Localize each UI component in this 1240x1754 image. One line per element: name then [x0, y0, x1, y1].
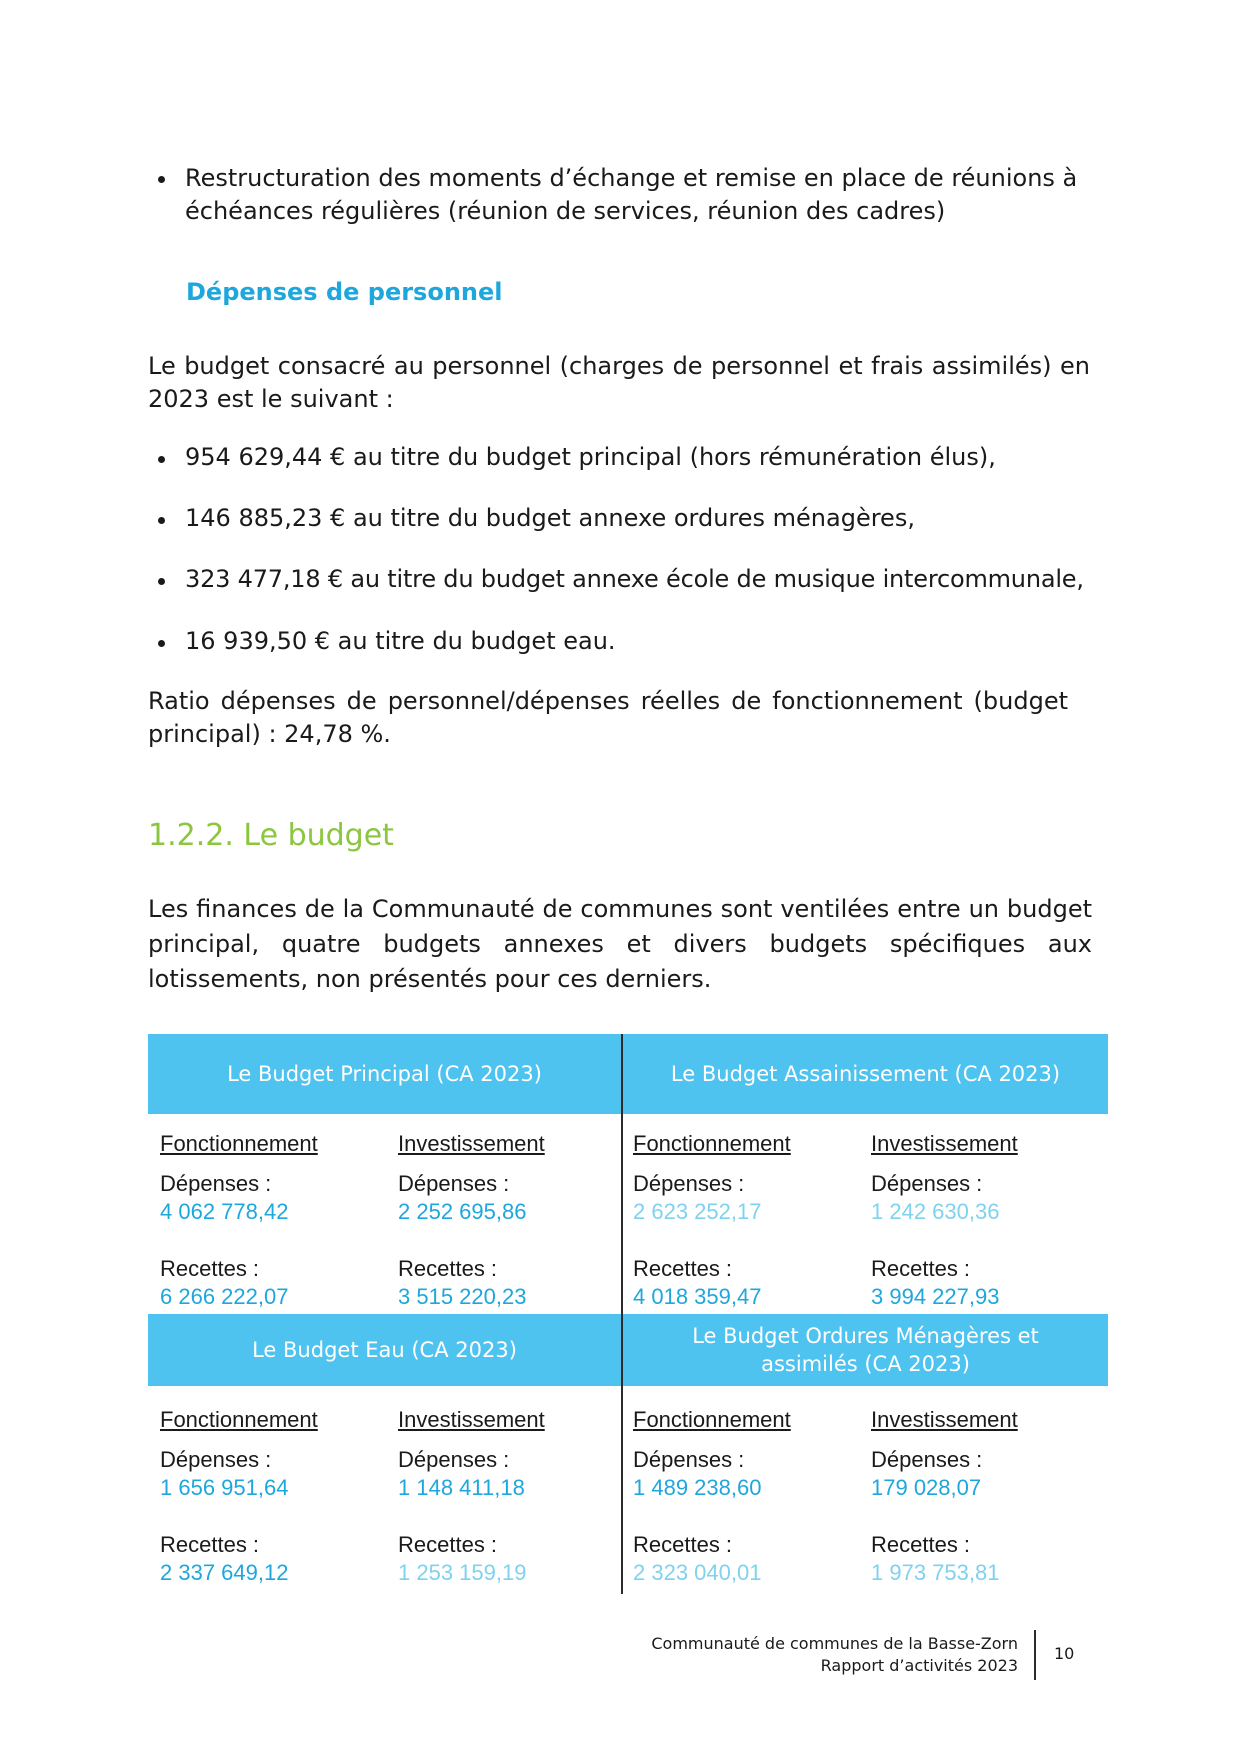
principal-fonct-recettes: 6 266 222,07 [160, 1284, 289, 1309]
label-recettes: Recettes : [160, 1532, 260, 1557]
budget-table [148, 1034, 1108, 1594]
eau-investissement [398, 1406, 618, 1587]
footer-organization [518, 1633, 1018, 1677]
band-budget-assainissement: Le Budget Assainissement (CA 2023) [623, 1034, 1108, 1114]
ordures-invest-depenses: 179 028,07 [871, 1475, 982, 1500]
principal-invest-depenses: 2 252 695,86 [398, 1199, 527, 1224]
personnel-intro: Le budget consacré au personnel (charges de personnel et frais assimilés) en 2023 est le suivant : [148, 352, 1090, 413]
eau-invest-depenses: 1 148 411,18 [398, 1475, 525, 1500]
label-recettes: Recettes : [633, 1532, 733, 1557]
section-paragraph: Les finances de la Communauté de communes sont ventilées entre un budget principal, quatre budgets annexes et divers budgets spécifiques aux lotissements, non présentés pour ces derniers. [148, 895, 1092, 993]
label-recettes: Recettes : [871, 1532, 971, 1557]
label-recettes: Recettes : [633, 1256, 733, 1281]
bullet-icon [158, 578, 165, 585]
label-depenses: Dépenses : [398, 1171, 510, 1196]
bullet-icon [158, 456, 165, 463]
assainissement-investissement [871, 1130, 1101, 1311]
principal-invest-recettes: 3 515 220,23 [398, 1284, 527, 1309]
label-depenses: Dépenses : [633, 1171, 745, 1196]
bullet-restructuration: Restructuration des moments d’échange et remise en place de réunions à échéances régulières (réunion de services, réunion des cadres) [185, 164, 1078, 225]
label-recettes: Recettes : [160, 1256, 260, 1281]
bullet-icon [158, 517, 165, 524]
band-budget-ordures: Le Budget Ordures Ménagères et assimilés (CA 2023) [623, 1314, 1108, 1386]
label-depenses: Dépenses : [871, 1171, 983, 1196]
footer-line-1: Communauté de communes de la Basse-Zorn [651, 1634, 1018, 1653]
assainissement-invest-depenses: 1 242 630,36 [871, 1199, 1000, 1224]
personnel-item-principal: 954 629,44 € au titre du budget principal (hors rémunération élus), [185, 443, 996, 471]
label-recettes: Recettes : [871, 1256, 971, 1281]
eau-fonct-depenses: 1 656 951,64 [160, 1475, 289, 1500]
section-title-budget: 1.2.2. Le budget [148, 818, 394, 853]
assainissement-fonct-recettes: 4 018 359,47 [633, 1284, 762, 1309]
col-head-investissement: Investissement [398, 1407, 545, 1432]
assainissement-fonct-depenses: 2 623 252,17 [633, 1199, 762, 1224]
label-depenses: Dépenses : [871, 1447, 983, 1472]
footer-separator [1034, 1630, 1036, 1680]
ordures-fonct-depenses: 1 489 238,60 [633, 1475, 762, 1500]
personnel-item-ordures: 146 885,23 € au titre du budget annexe ordures ménagères, [185, 504, 915, 532]
assainissement-fonctionnement [633, 1130, 853, 1311]
label-depenses: Dépenses : [398, 1447, 510, 1472]
ordures-fonctionnement [633, 1406, 853, 1587]
col-head-investissement: Investissement [871, 1407, 1018, 1432]
bullet-icon [158, 176, 165, 183]
label-depenses: Dépenses : [633, 1447, 745, 1472]
col-head-investissement: Investissement [871, 1131, 1018, 1156]
ordures-investissement [871, 1406, 1101, 1587]
principal-fonct-depenses: 4 062 778,42 [160, 1199, 289, 1224]
principal-investissement [398, 1130, 618, 1311]
col-head-fonctionnement: Fonctionnement [160, 1407, 318, 1432]
ordures-fonct-recettes: 2 323 040,01 [633, 1560, 762, 1585]
page-number: 10 [1054, 1644, 1075, 1663]
subheading-depenses-personnel: Dépenses de personnel [186, 278, 503, 306]
principal-fonctionnement [160, 1130, 380, 1311]
assainissement-invest-recettes: 3 994 227,93 [871, 1284, 1000, 1309]
label-depenses: Dépenses : [160, 1447, 272, 1472]
label-depenses: Dépenses : [160, 1171, 272, 1196]
band-budget-principal: Le Budget Principal (CA 2023) [148, 1034, 621, 1114]
bullet-icon [158, 640, 165, 647]
personnel-item-eau: 16 939,50 € au titre du budget eau. [185, 627, 616, 655]
eau-invest-recettes: 1 253 159,19 [398, 1560, 527, 1585]
eau-fonctionnement [160, 1406, 380, 1587]
label-recettes: Recettes : [398, 1256, 498, 1281]
eau-fonct-recettes: 2 337 649,12 [160, 1560, 289, 1585]
col-head-investissement: Investissement [398, 1131, 545, 1156]
personnel-item-musique: 323 477,18 € au titre du budget annexe école de musique intercommunale, [185, 565, 1084, 593]
band-budget-eau: Le Budget Eau (CA 2023) [148, 1314, 621, 1386]
personnel-ratio: Ratio dépenses de personnel/dépenses réelles de fonctionnement (budget principal) : 24,78 %. [148, 687, 1068, 748]
ordures-invest-recettes: 1 973 753,81 [871, 1560, 1000, 1585]
col-head-fonctionnement: Fonctionnement [160, 1131, 318, 1156]
label-recettes: Recettes : [398, 1532, 498, 1557]
col-head-fonctionnement: Fonctionnement [633, 1131, 791, 1156]
footer-line-2: Rapport d’activités 2023 [820, 1656, 1018, 1675]
col-head-fonctionnement: Fonctionnement [633, 1407, 791, 1432]
